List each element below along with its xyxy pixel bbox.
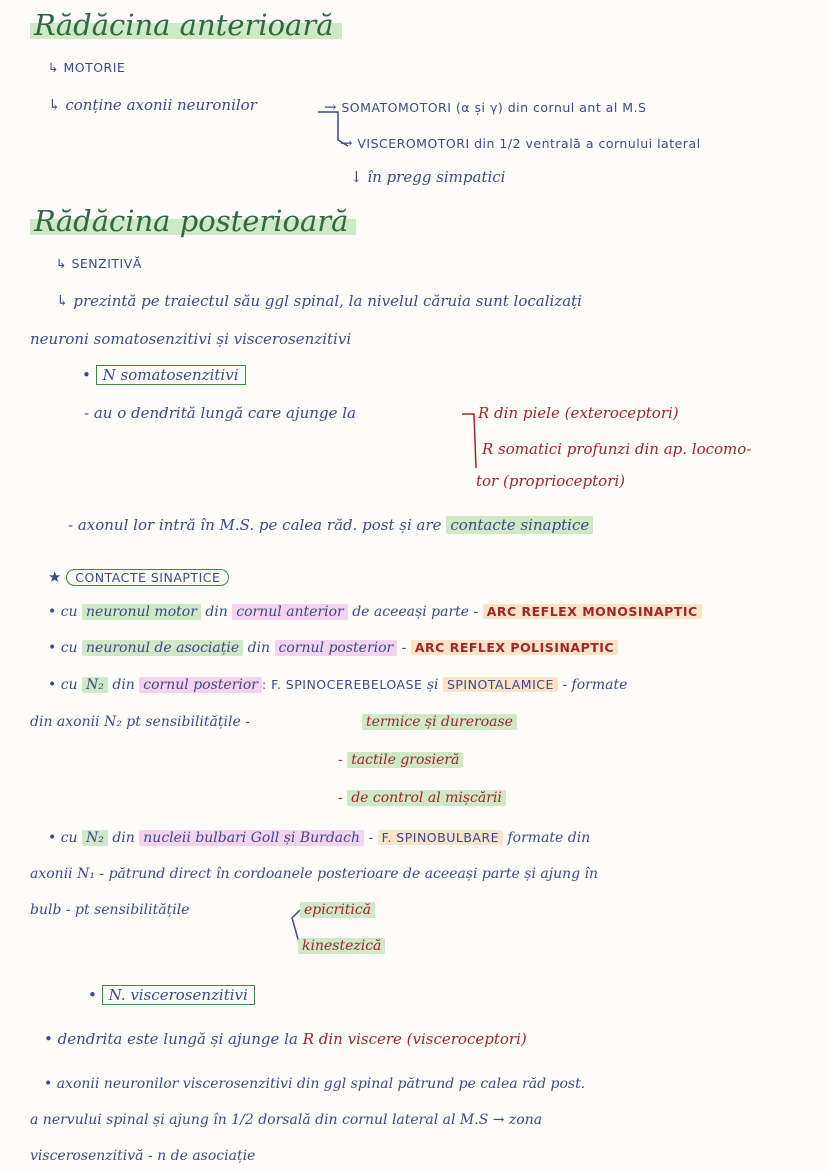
viscero-line-1: • dendrita este lungă și ajunge la R din viscere (visceroceptori) — [44, 1030, 527, 1048]
contine-line: ↳ conține axonii neuronilor — [48, 96, 257, 114]
s-kinestezica: kinestezică — [298, 938, 385, 955]
senzitiva-label: ↳ SENZITIVĂ — [56, 256, 142, 271]
turn-arrow-icon: ↳ — [56, 292, 74, 310]
star-icon: ★ — [48, 568, 67, 586]
contact-4-line-2: axonii N₁ - pătrund direct în cordoanele posterioare de aceeași parte și ajung în — [30, 866, 599, 882]
contact-1: • cu neuronul motor din cornul anterior de aceeași parte - ARC REFLEX MONOSINAPTIC — [48, 604, 702, 621]
r-somatici-1: R somatici profunzi din ap. locomo- — [482, 440, 752, 458]
down-arrow-icon: ↓ — [350, 168, 368, 186]
r-somatici-2: tor (proprioceptori) — [476, 472, 626, 490]
s-control: - de control al mișcării — [338, 790, 506, 807]
contact-4: • cu N₂ din nucleii bulbari Goll și Burdach - F. SPINOBULBARE formate din — [48, 830, 591, 846]
visceromotori-line: → VISCEROMOTORI din 1/2 ventrală a cornului lateral — [340, 134, 701, 152]
viscero-line-4: viscerosenzitivă - n de asociație — [30, 1148, 256, 1164]
turn-arrow-icon: ↳ — [56, 256, 72, 271]
axon-line: - axonul lor intră în M.S. pe calea răd. post și are contacte sinaptice — [68, 516, 593, 534]
contact-4-line-3: bulb - pt sensibilitățile — [30, 902, 190, 918]
contact-3-line-2: din axonii N₂ pt sensibilitățile - — [30, 714, 250, 730]
turn-arrow-icon: ↳ — [48, 96, 66, 114]
dendrita-line: - au o dendrită lungă care ajunge la — [84, 404, 356, 422]
title-anterior: Rădăcina anterioară — [34, 8, 334, 42]
somatomotori-line: → SOMATOMOTORI (α și γ) din cornul ant al M.S — [324, 98, 647, 116]
contacte-heading: ★ CONTACTE SINAPTICE — [48, 568, 229, 586]
contact-3: • cu N₂ din cornul posterior : F. SPINOCEREBELOASE și SPINOTALAMICE - formate — [48, 677, 628, 693]
n-viscero-heading: • N. viscerosenzitivi — [88, 986, 255, 1004]
s-termice: termice și dureroase — [362, 714, 517, 731]
n-somato-heading: • N somatosenzitivi — [82, 366, 246, 384]
contact-2: • cu neuronul de asociație din cornul posterior - ARC REFLEX POLISINAPTIC — [48, 640, 618, 657]
s-epicritica: epicritică — [300, 902, 375, 919]
preggl-line: ↓ în pregg simpatici — [350, 168, 506, 186]
r-piele: R din piele (exteroceptori) — [478, 404, 679, 422]
posterior-line-2: neuroni somatosenzitivi și viscerosenzitivi — [30, 330, 352, 348]
turn-arrow-icon: ↳ — [48, 60, 64, 75]
title-posterior: Rădăcina posterioară — [34, 204, 348, 238]
s-tactile: - tactile grosieră — [338, 752, 463, 769]
motorie-label: ↳ MOTORIE — [48, 60, 126, 75]
viscero-line-2: • axonii neuronilor viscerosenzitivi din ggl spinal pătrund pe calea răd post. — [44, 1076, 586, 1092]
posterior-line-1: ↳ prezintă pe traiectul său ggl spinal, la nivelul căruia sunt localizați — [56, 292, 582, 310]
viscero-line-3: a nervului spinal și ajung în 1/2 dorsală din cornul lateral al M.S → zona — [30, 1112, 543, 1128]
